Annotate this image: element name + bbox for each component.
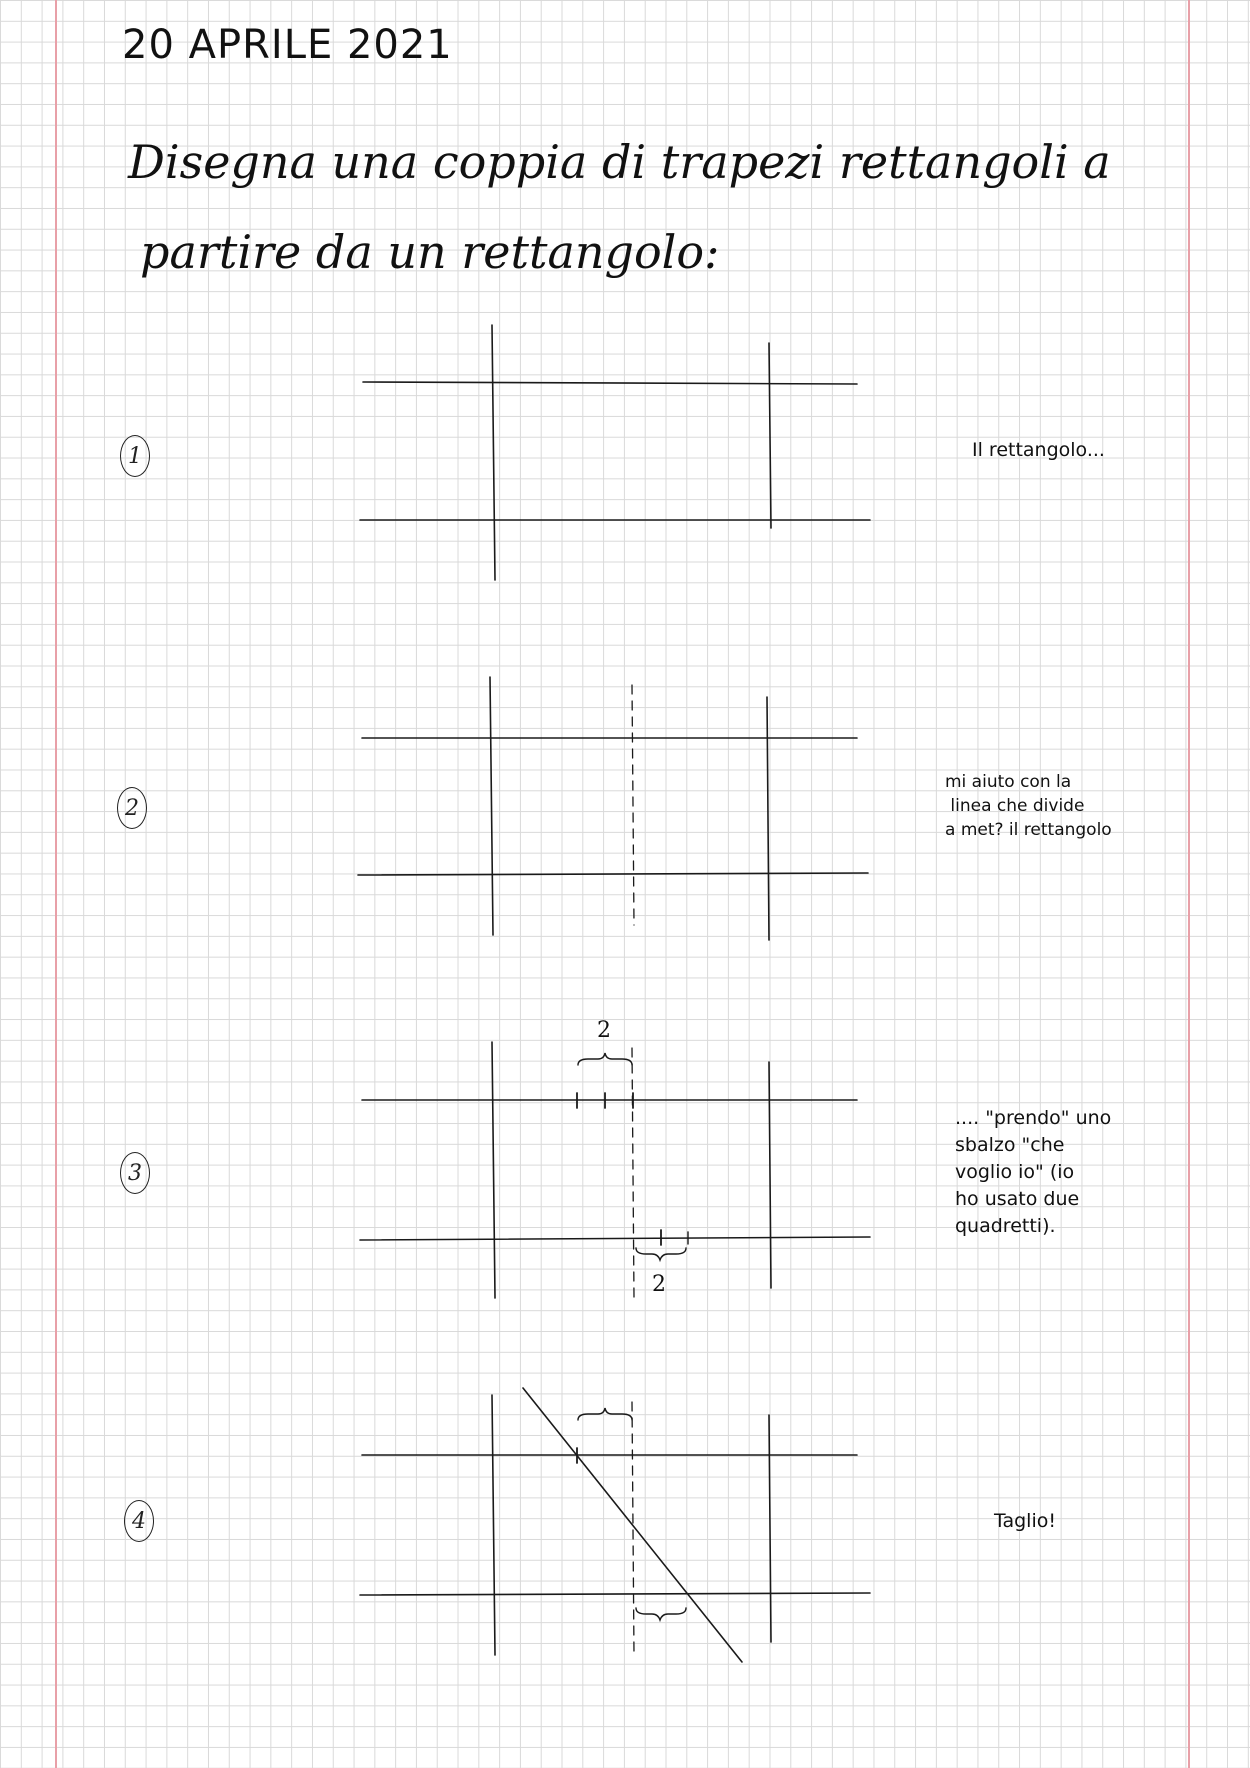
step-4-bottom-line xyxy=(360,1593,870,1595)
step-4-right-line xyxy=(769,1415,771,1642)
step-1-note: Il rettangolo... xyxy=(972,439,1105,461)
step-3-note: .... "prendo" uno sbalzo "che voglio io" (io ho usato due quadretti). xyxy=(955,1107,1112,1237)
step-4-left-line xyxy=(492,1395,495,1655)
step-3-offset-top-label: 2 xyxy=(597,1018,611,1043)
step-4-cut-line xyxy=(523,1388,742,1662)
step-2-number: 2 xyxy=(117,787,147,829)
step-3-number: 3 xyxy=(120,1152,150,1194)
step-2-note: mi aiuto con la linea che divide a met? il rettangolo xyxy=(945,772,1112,841)
page-title-line-2: partire da un rettangolo: xyxy=(140,225,720,279)
step-4-note: Taglio! xyxy=(994,1510,1056,1532)
step-4-middle-dashed-line xyxy=(632,1402,634,1655)
page-title-line-1: Disegna una coppia di trapezi rettangoli a xyxy=(128,135,1111,189)
step-3-offset-bottom-label: 2 xyxy=(652,1272,666,1297)
step-4-number: 4 xyxy=(124,1500,154,1542)
step-1-number: 1 xyxy=(120,435,150,477)
page-date: 20 APRILE 2021 xyxy=(122,22,453,68)
step-4-top-brace xyxy=(578,1408,632,1420)
step-4-bottom-brace xyxy=(636,1608,686,1620)
